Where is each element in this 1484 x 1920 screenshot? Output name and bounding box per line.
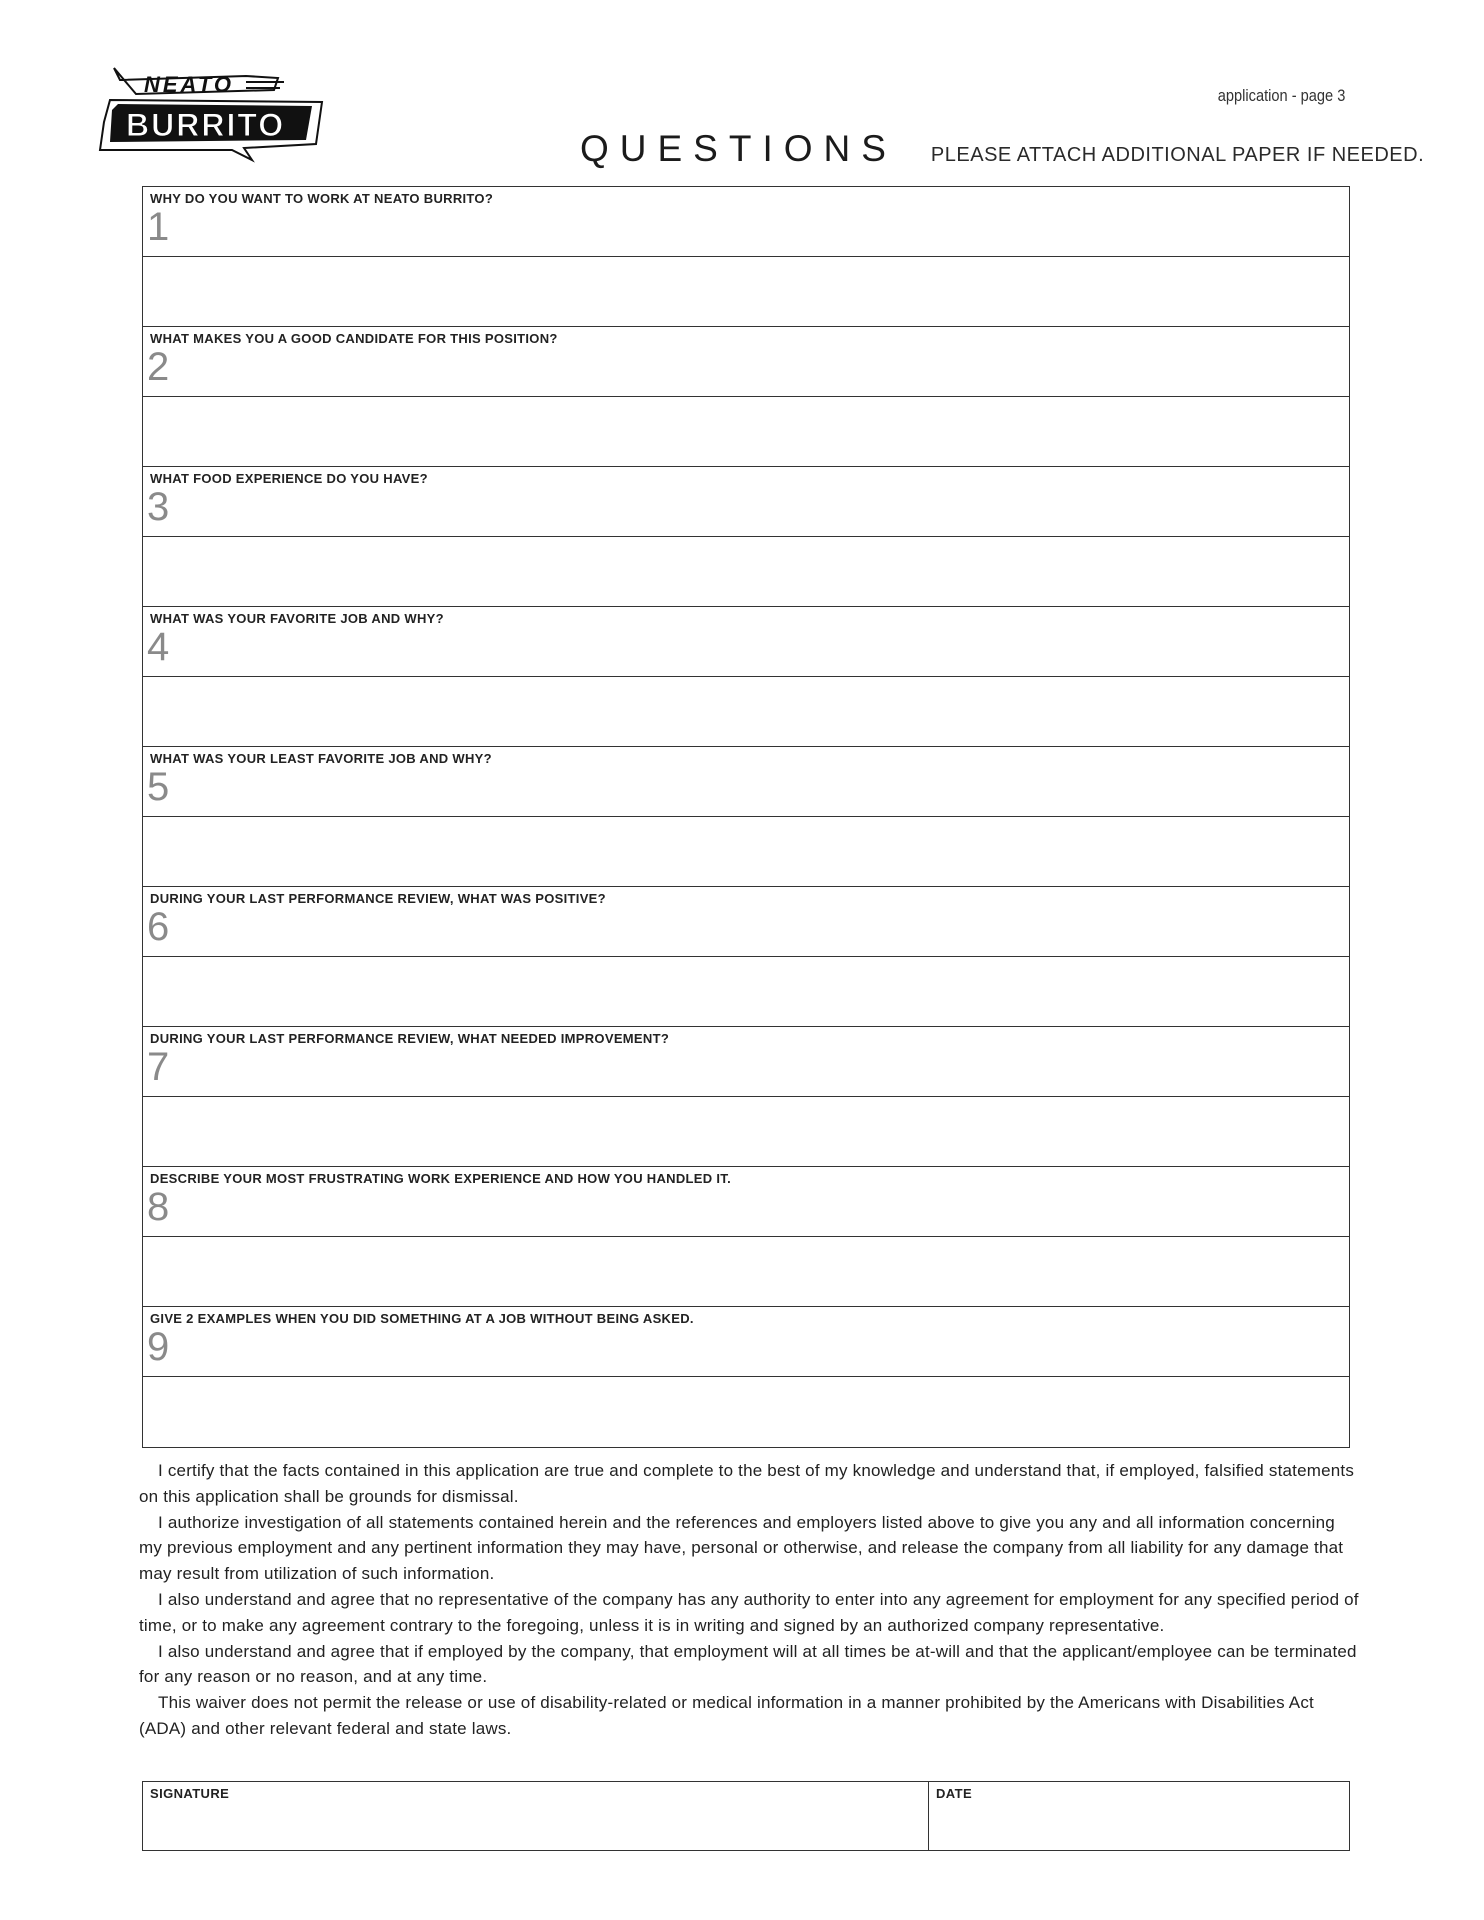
question-number: 7 [147, 1045, 170, 1089]
page-title: QUESTIONS [580, 128, 897, 169]
question-row[interactable] [143, 187, 1349, 257]
question-number: 9 [147, 1325, 170, 1369]
question-text: DURING YOUR LAST PERFORMANCE REVIEW, WHAT WAS POSITIVE? [150, 891, 606, 906]
question-row[interactable] [143, 887, 1349, 957]
date-label: DATE [936, 1786, 973, 1801]
logo-text-bottom: BURRITO [126, 107, 286, 143]
question-text: WHAT MAKES YOU A GOOD CANDIDATE FOR THIS POSITION? [150, 331, 558, 346]
question-row[interactable] [143, 327, 1349, 397]
legal-statement [139, 1458, 1359, 1742]
question-row[interactable] [143, 607, 1349, 677]
authorize-paragraph: I authorize investigation of all statements contained herein and the references and employers listed above to give you any and all information concerning my previous employment and any pertinent information they may have, personal or otherwise, and release the company from all liability for any damage that may result from utilization of such information. [139, 1512, 1344, 1584]
answer-line[interactable] [143, 1237, 1349, 1307]
answer-line[interactable] [143, 957, 1349, 1027]
question-number: 3 [147, 485, 170, 529]
question-text: DESCRIBE YOUR MOST FRUSTRATING WORK EXPERIENCE AND HOW YOU HANDLED IT. [150, 1171, 731, 1186]
section-heading [580, 128, 1424, 168]
question-text: WHY DO YOU WANT TO WORK AT NEATO BURRITO? [150, 191, 494, 206]
question-text: DURING YOUR LAST PERFORMANCE REVIEW, WHAT NEEDED IMPROVEMENT? [150, 1031, 670, 1046]
neato-burrito-logo [96, 64, 326, 164]
question-number: 8 [147, 1185, 170, 1229]
attach-paper-note: PLEASE ATTACH ADDITIONAL PAPER IF NEEDED. [930, 144, 1425, 166]
question-row[interactable] [143, 1307, 1349, 1377]
signature-date-box [142, 1781, 1350, 1851]
question-number: 1 [147, 205, 170, 249]
question-text: WHAT WAS YOUR LEAST FAVORITE JOB AND WHY? [150, 751, 492, 766]
question-row[interactable] [143, 1167, 1349, 1237]
question-number: 2 [147, 345, 170, 389]
answer-line[interactable] [143, 817, 1349, 887]
ada-waiver-paragraph: This waiver does not permit the release or use of disability-related or medical information in a manner prohibited by the Americans with Disabilities Act (ADA) and other relevant federal and state laws. [139, 1693, 1314, 1738]
question-row[interactable] [143, 747, 1349, 817]
question-number: 4 [147, 625, 170, 669]
signature-label: SIGNATURE [150, 1786, 230, 1801]
answer-line[interactable] [143, 1377, 1349, 1447]
at-will-paragraph: I also understand and agree that if employed by the company, that employment will at all times be at-will and that the applicant/employee can be terminated for any reason or no reason, and at any time. [139, 1641, 1357, 1687]
signature-field[interactable] [143, 1782, 929, 1850]
date-field[interactable] [929, 1782, 1349, 1850]
questions-table [142, 186, 1350, 1448]
question-number: 5 [147, 765, 170, 809]
certify-paragraph: I certify that the facts contained in this application are true and complete to the best of my knowledge and understand that, if employed, falsified statements on this application shall be grounds for dismissal. [139, 1461, 1355, 1506]
answer-line[interactable] [143, 537, 1349, 607]
page-label: application - page 3 [1217, 86, 1345, 105]
question-text: GIVE 2 EXAMPLES WHEN YOU DID SOMETHING AT A JOB WITHOUT BEING ASKED. [150, 1311, 694, 1326]
question-number: 6 [147, 905, 170, 949]
question-text: WHAT WAS YOUR FAVORITE JOB AND WHY? [150, 611, 444, 626]
question-row[interactable] [143, 467, 1349, 537]
logo-text-top: NEATO [144, 72, 234, 97]
answer-line[interactable] [143, 257, 1349, 327]
question-text: WHAT FOOD EXPERIENCE DO YOU HAVE? [150, 471, 428, 486]
question-row[interactable] [143, 1027, 1349, 1097]
agreement-paragraph: I also understand and agree that no representative of the company has any authority to enter into any agreement for employment for any specified period of time, or to make any agreement contrary to the foregoing, unless it is in writing and signed by an authorized company representative. [139, 1589, 1359, 1635]
answer-line[interactable] [143, 1097, 1349, 1167]
answer-line[interactable] [143, 677, 1349, 747]
answer-line[interactable] [143, 397, 1349, 467]
